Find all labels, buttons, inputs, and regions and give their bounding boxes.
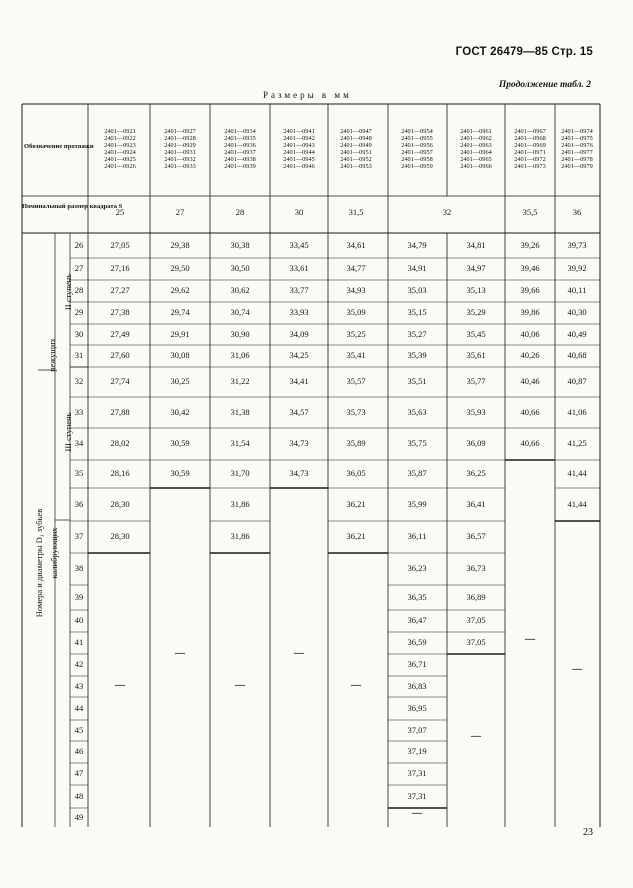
diameter-value: 35,45	[466, 328, 486, 339]
designation-codes	[547, 128, 607, 171]
diameter-value: 34,73	[289, 468, 309, 478]
nominal-32: 32	[442, 207, 452, 217]
diameter-value: 39,73	[567, 239, 587, 250]
diameter-value: 36,95	[407, 702, 427, 713]
tooth-number: 47	[74, 768, 84, 778]
diameter-value: 29,74	[170, 307, 190, 317]
diameter-value: 36,41	[466, 498, 486, 509]
diameter-value: 30,90	[230, 328, 250, 339]
designation-code: 2401—0933	[164, 163, 196, 171]
diameter-value: 36,83	[407, 680, 427, 691]
tooth-number: 36	[74, 498, 84, 509]
diameter-value: 27,49	[110, 328, 130, 339]
empty-dash: —	[175, 647, 185, 659]
diameter-value: 30,08	[170, 350, 190, 360]
designation-code: 2401—0977	[561, 149, 593, 157]
diameter-value: 37,05	[466, 615, 486, 625]
designation-code: 2401—0973	[514, 163, 546, 171]
diameter-value: 40,66	[520, 406, 540, 417]
gost-header: ГОСТ 26479—85 Стр. 15	[455, 46, 593, 58]
continuation-label: Продолжение табл. 2	[498, 80, 591, 90]
tooth-number: 29	[74, 307, 84, 317]
diameter-value: 35,93	[466, 406, 486, 417]
designation-code: 2401—0961	[460, 128, 492, 135]
diameter-value: 34,57	[289, 406, 309, 417]
designation-code: 2401—0963	[460, 142, 492, 150]
designation-code: 2401—0965	[460, 156, 492, 164]
diameter-value: 35,29	[466, 307, 486, 317]
diameter-value: 35,09	[346, 307, 366, 317]
designation-code: 2401—0946	[283, 163, 315, 171]
stage-2-label: II ступень	[63, 273, 73, 311]
diameter-value: 40,11	[567, 285, 587, 295]
designation-code: 2401—0969	[514, 142, 546, 150]
designation-code: 2401—0938	[224, 156, 256, 164]
diameter-value: 41,06	[567, 406, 587, 417]
designation-code: 2401—0979	[561, 163, 593, 171]
tooth-number: 26	[74, 239, 84, 250]
diameter-value: 29,62	[170, 285, 190, 295]
designation-code: 2401—0966	[460, 163, 492, 171]
diameter-value: 36,59	[407, 637, 427, 647]
designation-code: 2401—0925	[104, 156, 136, 164]
diameter-value: 36,57	[466, 531, 486, 541]
diameter-value: 35,99	[407, 498, 427, 509]
nominal-size: 25	[115, 207, 125, 217]
diameter-value: 37,31	[407, 790, 427, 801]
diameter-value: 27,88	[110, 406, 130, 417]
diameter-value: 35,39	[407, 350, 427, 360]
tooth-number: 49	[74, 811, 84, 822]
diameter-value: 28,02	[110, 438, 130, 448]
diameter-value: 39,92	[567, 263, 587, 273]
diameter-value: 40,66	[520, 438, 540, 448]
diameter-value: 33,61	[289, 263, 309, 273]
diameter-value: 30,38	[230, 239, 250, 250]
diameter-value: 36,23	[407, 563, 427, 573]
designation-code: 2401—0926	[104, 163, 136, 171]
diameter-value: 34,61	[346, 239, 366, 250]
units-caption: Размеры в мм	[263, 90, 352, 100]
diameter-value: 29,38	[170, 239, 190, 250]
tooth-number: 38	[74, 563, 84, 573]
designation-code: 2401—0948	[340, 135, 372, 143]
designation-code: 2401—0943	[283, 142, 315, 150]
diameter-value: 28,30	[110, 531, 130, 541]
teeth-group-label: Номера и диаметры D₁ зубьев	[34, 508, 44, 618]
tooth-number: 31	[74, 350, 84, 360]
designation-code: 2401—0944	[283, 149, 315, 157]
diameter-value: 34,25	[289, 350, 309, 360]
tooth-number: 43	[74, 680, 84, 691]
diameter-value: 31,54	[230, 438, 250, 448]
designation-code: 2401—0932	[164, 156, 196, 164]
nominal-size: 27	[175, 207, 185, 217]
designation-codes	[150, 128, 210, 171]
empty-dash: —	[471, 730, 481, 742]
diameter-value: 35,89	[346, 438, 366, 448]
designation-code: 2401—0924	[104, 149, 136, 157]
diameter-value: 35,27	[407, 328, 427, 339]
designation-code: 2401—0954	[401, 128, 433, 135]
tooth-number: 28	[74, 285, 84, 295]
designation-code: 2401—0929	[164, 142, 196, 150]
tooth-number: 39	[74, 591, 84, 602]
diameter-value: 35,63	[407, 406, 427, 417]
diameter-value: 27,38	[110, 307, 130, 317]
designation-code: 2401—0936	[224, 142, 256, 150]
diameter-value: 27,60	[110, 350, 130, 360]
diameter-value: 39,86	[520, 307, 540, 317]
designation-code: 2401—0958	[401, 156, 433, 164]
tooth-number: 30	[74, 328, 84, 339]
diameter-value: 35,03	[407, 285, 427, 295]
diameter-value: 36,09	[466, 438, 486, 448]
designation-code: 2401—0923	[104, 142, 136, 150]
diameter-value: 40,30	[567, 307, 587, 317]
diameter-value: 35,41	[346, 350, 366, 360]
designation-code: 2401—0937	[224, 149, 256, 157]
diameter-value: 34,73	[289, 438, 309, 448]
designation-code: 2401—0947	[340, 128, 372, 135]
designation-codes	[387, 128, 447, 171]
diameter-value: 34,09	[289, 328, 309, 339]
empty-dash: —	[351, 680, 361, 691]
designation-code: 2401—0934	[224, 128, 256, 135]
nominal-size: 30	[294, 207, 304, 217]
designation-code: 2401—0945	[283, 156, 315, 164]
diameter-value: 28,16	[110, 468, 130, 478]
diameter-value: 36,05	[346, 468, 366, 478]
diameter-value: 40,46	[520, 376, 540, 386]
diameter-value: 35,87	[407, 468, 427, 478]
diameter-value: 37,05	[466, 637, 486, 647]
designation-codes	[326, 128, 386, 171]
diameter-value: 36,73	[466, 563, 486, 573]
designation-code: 2401—0976	[561, 142, 593, 150]
designation-code: 2401—0953	[340, 163, 372, 171]
designation-code: 2401—0978	[561, 156, 593, 164]
tooth-number: 40	[74, 615, 84, 625]
diameter-value: 27,27	[110, 285, 130, 295]
designation-code: 2401—0949	[340, 142, 372, 150]
diameter-value: 29,91	[170, 328, 190, 339]
designation-code: 2401—0971	[514, 149, 546, 157]
tooth-number: 48	[74, 790, 84, 801]
stage-3-label: III ступень	[63, 412, 73, 452]
tooth-number: 41	[74, 637, 84, 647]
designation-codes	[210, 128, 270, 171]
empty-dash: —	[412, 807, 422, 819]
designation-code: 2401—0967	[514, 128, 546, 135]
diameter-value: 35,57	[346, 376, 366, 386]
diameter-value: 31,70	[230, 468, 250, 478]
diameter-value: 31,06	[230, 350, 250, 360]
designation-code: 2401—0941	[283, 128, 315, 135]
nominal-size: 28	[235, 207, 245, 217]
diameter-value: 40,26	[520, 350, 540, 360]
designation-code: 2401—0962	[460, 135, 492, 143]
nominal-size: 35,5	[522, 207, 538, 217]
tooth-number: 37	[74, 531, 84, 541]
designation-header: Обозначение протяжки	[24, 143, 94, 150]
designation-code: 2401—0939	[224, 163, 256, 171]
diameter-value: 36,21	[346, 498, 366, 509]
diameter-value: 29,50	[170, 263, 190, 273]
designation-code: 2401—0935	[224, 135, 256, 143]
diameter-value: 35,77	[466, 376, 486, 386]
diameter-value: 41,44	[567, 498, 587, 509]
diameter-value: 34,81	[466, 239, 486, 250]
diameter-value: 35,61	[466, 350, 486, 360]
diameter-value: 37,19	[407, 746, 427, 756]
diameter-value: 31,86	[230, 531, 250, 541]
empty-dash: —	[572, 664, 582, 675]
diameter-value: 30,74	[230, 307, 250, 317]
designation-code: 2401—0951	[340, 149, 372, 157]
designation-code: 2401—0922	[104, 135, 136, 143]
diameter-value: 34,91	[407, 263, 427, 273]
diameter-value: 41,44	[567, 468, 587, 478]
diameter-value: 40,87	[567, 376, 587, 386]
designation-code: 2401—0975	[561, 135, 593, 143]
tooth-number: 35	[74, 468, 84, 478]
designation-code: 2401—0957	[401, 149, 433, 157]
diameter-value: 30,50	[230, 263, 250, 273]
designation-codes	[446, 128, 506, 171]
designation-code: 2401—0974	[561, 128, 593, 135]
tooth-number: 33	[74, 406, 84, 417]
diameter-value: 35,51	[407, 376, 427, 386]
calibrating-label: калибрующих	[49, 527, 59, 579]
diameter-value: 30,25	[170, 376, 190, 386]
tooth-number: 42	[74, 659, 84, 669]
diameter-value: 31,22	[230, 376, 250, 386]
diameter-value: 35,25	[346, 328, 366, 339]
tooth-number: 32	[74, 376, 84, 386]
diameter-value: 40,49	[567, 328, 587, 339]
diameter-value: 33,45	[289, 239, 309, 250]
diameter-value: 30,62	[230, 285, 250, 295]
diameter-value: 35,13	[466, 285, 486, 295]
designation-code: 2401—0968	[514, 135, 546, 143]
diameter-value: 35,75	[407, 438, 427, 448]
tooth-number: 27	[74, 263, 84, 273]
designation-code: 2401—0959	[401, 163, 433, 171]
diameter-value: 28,30	[110, 498, 130, 509]
page-number: 23	[583, 827, 593, 838]
diameter-value: 39,46	[520, 263, 540, 273]
diameter-value: 34,97	[466, 263, 486, 273]
tooth-number: 46	[74, 746, 84, 756]
diameter-value: 34,41	[289, 376, 309, 386]
diameter-value: 34,93	[346, 285, 366, 295]
designation-code: 2401—0921	[104, 128, 136, 135]
diameter-value: 27,16	[110, 263, 130, 273]
diameter-value: 33,77	[289, 285, 309, 295]
diameter-value: 36,47	[407, 615, 427, 625]
diameter-value: 34,77	[346, 263, 366, 273]
diameter-value: 37,31	[407, 768, 427, 778]
diameter-value: 36,71	[407, 659, 427, 669]
diameter-value: 39,66	[520, 285, 540, 295]
diameter-value: 27,74	[110, 376, 130, 386]
diameter-value: 36,35	[407, 591, 427, 602]
designation-code: 2401—0928	[164, 135, 196, 143]
designation-code: 2401—0956	[401, 142, 433, 150]
empty-dash: —	[115, 680, 125, 691]
diameter-value: 36,11	[407, 531, 427, 541]
empty-dash: —	[525, 633, 535, 645]
designation-code: 2401—0955	[401, 135, 433, 143]
diameter-value: 36,25	[466, 468, 486, 478]
diameter-value: 37,07	[407, 724, 427, 735]
diameter-value: 35,73	[346, 406, 366, 417]
diameter-value: 31,86	[230, 498, 250, 509]
designation-codes	[269, 128, 329, 171]
diameter-value: 35,15	[407, 307, 427, 317]
tooth-number: 45	[74, 724, 84, 735]
diameter-value: 34,79	[407, 239, 427, 250]
diameter-value: 30,42	[170, 406, 190, 417]
tooth-number: 44	[74, 702, 84, 713]
diameter-value: 36,89	[466, 591, 486, 602]
diameter-value: 27,05	[110, 239, 130, 250]
diameter-value: 33,93	[289, 307, 309, 317]
cutting-label: режущих	[47, 338, 57, 372]
diameter-value: 36,21	[346, 531, 366, 541]
diameter-value: 30,59	[170, 438, 190, 448]
designation-code: 2401—0942	[283, 135, 315, 143]
designation-code: 2401—0952	[340, 156, 372, 164]
nominal-size: 36	[572, 207, 582, 217]
designation-codes	[90, 128, 150, 171]
diameter-value: 41,25	[567, 438, 587, 448]
designation-code: 2401—0964	[460, 149, 492, 157]
nominal-size-header: Номинальный размер квадрата S	[22, 203, 123, 210]
diameter-value: 39,26	[520, 239, 540, 250]
diameter-value: 31,38	[230, 406, 250, 417]
nominal-size: 31,5	[348, 207, 364, 217]
empty-dash: —	[235, 680, 245, 691]
diameter-value: 30,59	[170, 468, 190, 478]
diameter-value: 40,06	[520, 328, 540, 339]
empty-dash: —	[294, 647, 304, 659]
designation-code: 2401—0931	[164, 149, 196, 157]
designation-code: 2401—0927	[164, 128, 196, 135]
diameter-value: 40,68	[567, 350, 587, 360]
tooth-number: 34	[74, 438, 84, 448]
designation-code: 2401—0972	[514, 156, 546, 164]
